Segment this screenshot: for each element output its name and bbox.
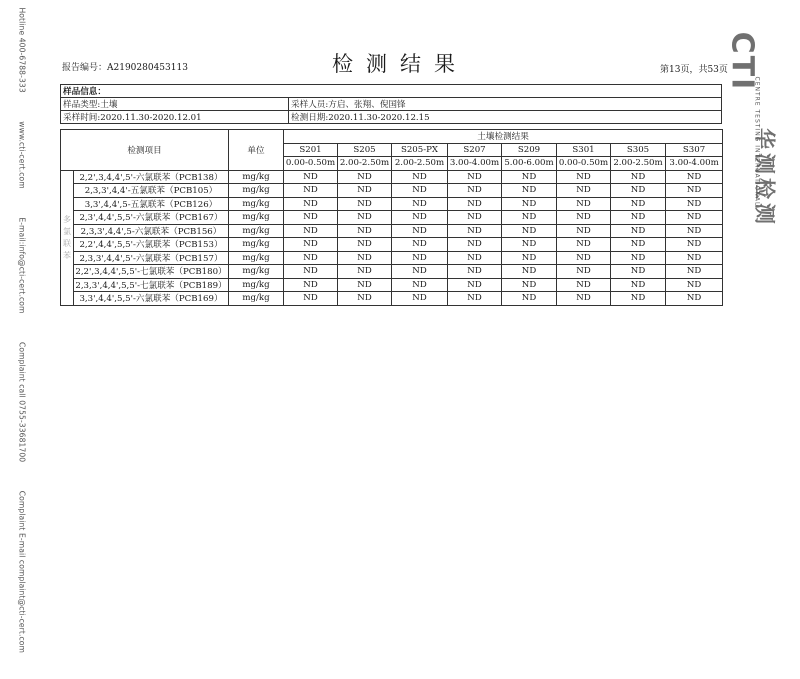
complaint-email-text: Complaint E-mail complaint@cti-cert.com bbox=[17, 490, 27, 654]
result-cell: ND bbox=[338, 292, 392, 306]
result-cell: ND bbox=[284, 197, 338, 211]
result-cell: ND bbox=[338, 184, 392, 198]
result-cell: ND bbox=[284, 278, 338, 292]
hotline-text: Hotline 400-6788-333 bbox=[17, 7, 27, 93]
item-name: 2,2',3,4,4',5'-六氯联苯（PCB138） bbox=[74, 170, 229, 184]
result-cell: ND bbox=[502, 184, 557, 198]
result-cell: ND bbox=[502, 238, 557, 252]
result-cell: ND bbox=[284, 170, 338, 184]
table-row bbox=[61, 251, 723, 265]
item-name: 2,2',3,4,4',5,5'-七氯联苯（PCB180） bbox=[74, 265, 229, 279]
result-cell: ND bbox=[448, 251, 502, 265]
result-cell: ND bbox=[284, 211, 338, 225]
result-cell: ND bbox=[557, 211, 611, 225]
result-cell: ND bbox=[611, 211, 666, 225]
website-text: www.cti-cert.com bbox=[17, 121, 27, 189]
result-cell: ND bbox=[392, 170, 448, 184]
result-cell: ND bbox=[502, 251, 557, 265]
sample-id-s209: S209 bbox=[502, 143, 557, 157]
sample-id-s307: S307 bbox=[666, 143, 723, 157]
item-name: 2,3,3',4,4',5,5'-七氯联苯（PCB189） bbox=[74, 278, 229, 292]
group-header: 土壤检测结果 bbox=[284, 130, 723, 144]
result-cell: ND bbox=[557, 238, 611, 252]
sample-depth: 0.00-0.50m bbox=[284, 157, 338, 171]
result-cell: ND bbox=[448, 211, 502, 225]
table-row bbox=[61, 238, 723, 252]
result-cell: ND bbox=[392, 238, 448, 252]
result-cell: ND bbox=[448, 224, 502, 238]
item-unit: mg/kg bbox=[229, 197, 284, 211]
result-cell: ND bbox=[284, 292, 338, 306]
sample-depth: 3.00-4.00m bbox=[666, 157, 723, 171]
result-cell: ND bbox=[666, 184, 723, 198]
table-row bbox=[61, 224, 723, 238]
result-cell: ND bbox=[284, 251, 338, 265]
sample-id-s301: S301 bbox=[557, 143, 611, 157]
table-row bbox=[61, 265, 723, 279]
result-cell: ND bbox=[557, 278, 611, 292]
page-number: 第13页，共53页 bbox=[660, 65, 728, 75]
result-cell: ND bbox=[392, 278, 448, 292]
result-cell: ND bbox=[502, 211, 557, 225]
results-table bbox=[60, 129, 723, 306]
table-row bbox=[61, 197, 723, 211]
result-cell: ND bbox=[611, 184, 666, 198]
result-cell: ND bbox=[284, 265, 338, 279]
page-title: 检测结果 bbox=[332, 52, 468, 76]
result-cell: ND bbox=[502, 278, 557, 292]
logo-chinese: 华 测 检 测 bbox=[752, 128, 777, 224]
item-name: 2,2',4,4',5,5'-六氯联苯（PCB153） bbox=[74, 238, 229, 252]
result-cell: ND bbox=[448, 197, 502, 211]
complaint-call-text: Complaint call 0755-33681700 bbox=[17, 342, 27, 463]
table-row bbox=[61, 292, 723, 306]
result-cell: ND bbox=[557, 184, 611, 198]
result-cell: ND bbox=[611, 278, 666, 292]
result-cell: ND bbox=[557, 197, 611, 211]
result-cell: ND bbox=[338, 197, 392, 211]
sample-id-s305: S305 bbox=[611, 143, 666, 157]
result-cell: ND bbox=[666, 265, 723, 279]
item-name: 2,3,3',4,4',5'-六氯联苯（PCB157） bbox=[74, 251, 229, 265]
result-cell: ND bbox=[666, 292, 723, 306]
item-unit: mg/kg bbox=[229, 292, 284, 306]
unit-header: 单位 bbox=[229, 130, 284, 171]
result-cell: ND bbox=[557, 292, 611, 306]
result-cell: ND bbox=[392, 292, 448, 306]
result-cell: ND bbox=[448, 238, 502, 252]
table-row bbox=[61, 184, 723, 198]
item-name: 3,3',4,4',5-五氯联苯（PCB126） bbox=[74, 197, 229, 211]
result-cell: ND bbox=[338, 251, 392, 265]
result-cell: ND bbox=[392, 197, 448, 211]
result-cell: ND bbox=[611, 292, 666, 306]
item-unit: mg/kg bbox=[229, 251, 284, 265]
result-cell: ND bbox=[284, 184, 338, 198]
sample-id-s207: S207 bbox=[448, 143, 502, 157]
result-cell: ND bbox=[448, 278, 502, 292]
result-cell: ND bbox=[557, 251, 611, 265]
result-cell: ND bbox=[448, 184, 502, 198]
result-cell: ND bbox=[338, 278, 392, 292]
result-cell: ND bbox=[392, 224, 448, 238]
logo-brand: CTI bbox=[724, 31, 760, 92]
result-cell: ND bbox=[338, 265, 392, 279]
result-cell: ND bbox=[666, 224, 723, 238]
item-unit: mg/kg bbox=[229, 184, 284, 198]
result-cell: ND bbox=[611, 265, 666, 279]
table-row bbox=[61, 211, 723, 225]
item-unit: mg/kg bbox=[229, 211, 284, 225]
sample-depth: 0.00-0.50m bbox=[557, 157, 611, 171]
result-cell: ND bbox=[338, 170, 392, 184]
result-cell: ND bbox=[666, 278, 723, 292]
result-cell: ND bbox=[392, 265, 448, 279]
table-row bbox=[61, 170, 723, 184]
result-cell: ND bbox=[611, 224, 666, 238]
result-cell: ND bbox=[666, 197, 723, 211]
result-cell: ND bbox=[502, 170, 557, 184]
result-cell: ND bbox=[666, 238, 723, 252]
result-cell: ND bbox=[448, 170, 502, 184]
result-cell: ND bbox=[338, 224, 392, 238]
result-cell: ND bbox=[666, 211, 723, 225]
item-name: 2,3,3',4,4'-五氯联苯（PCB105） bbox=[74, 184, 229, 198]
sample-depth: 5.00-6.00m bbox=[502, 157, 557, 171]
result-cell: ND bbox=[338, 238, 392, 252]
item-unit: mg/kg bbox=[229, 224, 284, 238]
result-cell: ND bbox=[502, 292, 557, 306]
result-cell: ND bbox=[666, 251, 723, 265]
item-name: 2,3,3',4,4',5-六氯联苯（PCB156） bbox=[74, 224, 229, 238]
result-cell: ND bbox=[338, 211, 392, 225]
item-name: 2,3',4,4',5,5'-六氯联苯（PCB167） bbox=[74, 211, 229, 225]
sample-id-s205: S205 bbox=[338, 143, 392, 157]
test-date: 检测日期:2020.11.30-2020.12.15 bbox=[289, 111, 722, 124]
result-cell: ND bbox=[392, 184, 448, 198]
item-unit: mg/kg bbox=[229, 238, 284, 252]
result-cell: ND bbox=[502, 265, 557, 279]
result-cell: ND bbox=[448, 292, 502, 306]
result-cell: ND bbox=[557, 265, 611, 279]
sample-depth: 2.00-2.50m bbox=[338, 157, 392, 171]
sample-depth: 3.00-4.00m bbox=[448, 157, 502, 171]
result-cell: ND bbox=[392, 211, 448, 225]
sample-info-table bbox=[60, 84, 722, 124]
result-cell: ND bbox=[502, 197, 557, 211]
result-cell: ND bbox=[611, 238, 666, 252]
item-unit: mg/kg bbox=[229, 265, 284, 279]
item-unit: mg/kg bbox=[229, 170, 284, 184]
info-section-title: 样品信息： bbox=[61, 85, 722, 98]
side-contact-strip bbox=[17, 7, 27, 654]
sample-depth: 2.00-2.50m bbox=[392, 157, 448, 171]
item-unit: mg/kg bbox=[229, 278, 284, 292]
sample-id-s205-px: S205-PX bbox=[392, 143, 448, 157]
table-row bbox=[61, 278, 723, 292]
result-cell: ND bbox=[284, 238, 338, 252]
email-text: E-mail:info@cti-cert.com bbox=[17, 217, 27, 314]
sample-id-s201: S201 bbox=[284, 143, 338, 157]
samplers: 采样人员:方启、张翔、倪国锋 bbox=[289, 98, 722, 111]
result-cell: ND bbox=[392, 251, 448, 265]
result-cell: ND bbox=[448, 265, 502, 279]
group-label: 多 氯 联 苯 bbox=[61, 170, 74, 305]
sample-type: 样品类型:土壤 bbox=[61, 98, 289, 111]
result-cell: ND bbox=[557, 224, 611, 238]
item-header: 检测项目 bbox=[61, 130, 229, 171]
result-cell: ND bbox=[557, 170, 611, 184]
sampling-time: 采样时间:2020.11.30-2020.12.01 bbox=[61, 111, 289, 124]
result-cell: ND bbox=[611, 197, 666, 211]
result-cell: ND bbox=[502, 224, 557, 238]
result-cell: ND bbox=[611, 170, 666, 184]
cti-logo bbox=[724, 28, 778, 224]
result-cell: ND bbox=[284, 224, 338, 238]
result-cell: ND bbox=[666, 170, 723, 184]
result-cell: ND bbox=[611, 251, 666, 265]
item-name: 3,3',4,4',5,5'-六氯联苯（PCB169） bbox=[74, 292, 229, 306]
sample-depth: 2.00-2.50m bbox=[611, 157, 666, 171]
report-number: 报告编号：A2190280453113 bbox=[62, 63, 188, 73]
logo-english: CENTRE TESTING INTERNATIONAL bbox=[753, 76, 761, 207]
